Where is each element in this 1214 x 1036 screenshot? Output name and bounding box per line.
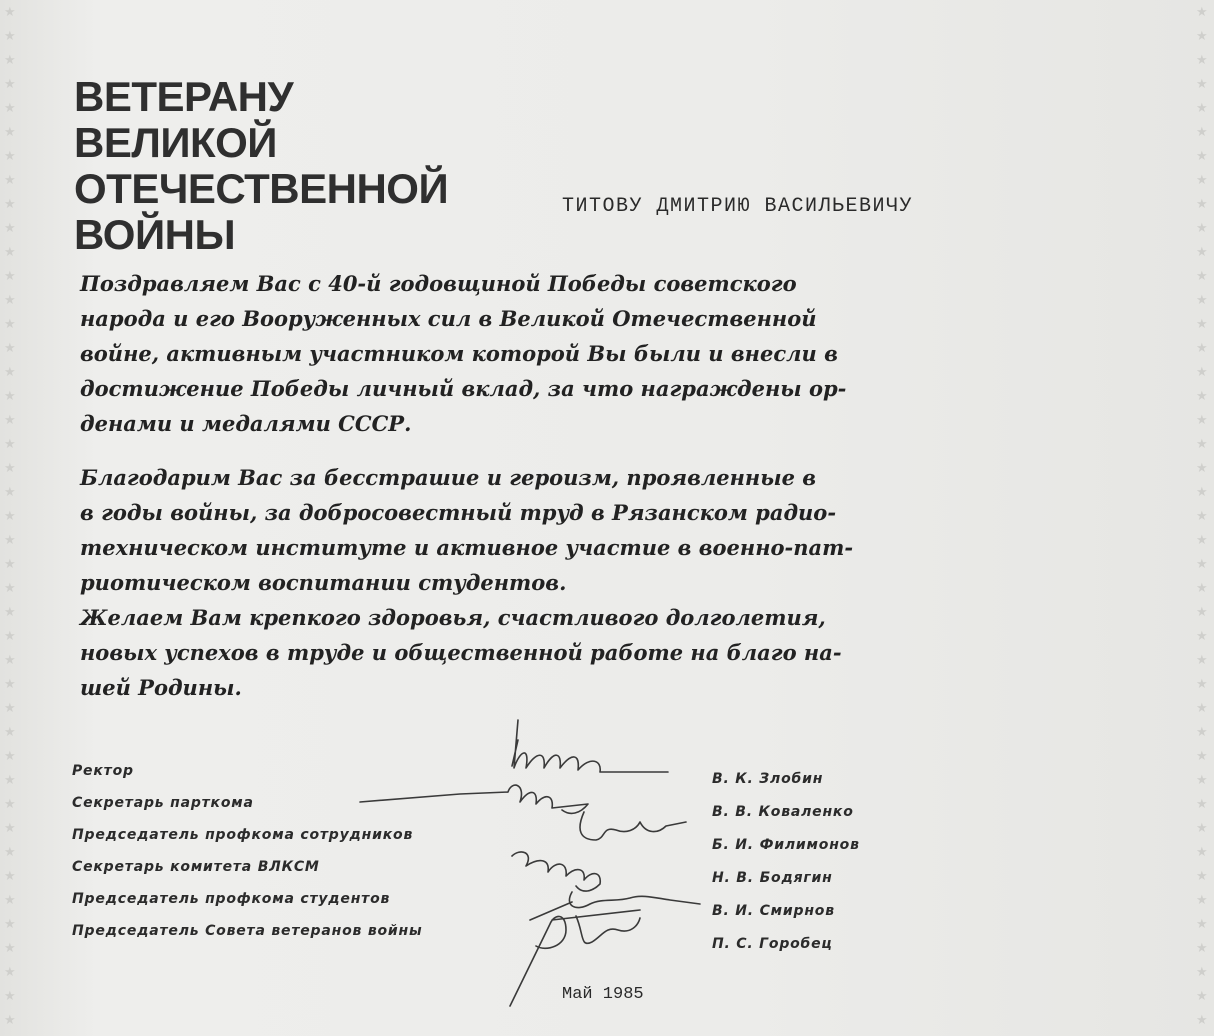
border-star-icon: ★ [4, 5, 16, 20]
border-star-icon: ★ [1196, 629, 1208, 644]
signatory-title: Секретарь комитета ВЛКСМ [72, 859, 320, 875]
recipient-name: ТИТОВУ ДМИТРИЮ ВАСИЛЬЕВИЧУ [562, 195, 914, 218]
signature-party-secretary [360, 785, 588, 813]
border-star-icon: ★ [1196, 821, 1208, 836]
text-line: Поздравляем Вас с 40-й годовщиной Победы советского [80, 271, 797, 296]
border-star-icon: ★ [4, 869, 16, 884]
heading-line: ВЕЛИКОЙ [74, 119, 277, 166]
border-star-icon: ★ [1196, 341, 1208, 356]
text-line: Благодарим Вас за бесстрашие и героизм, проявленные в [80, 465, 817, 490]
border-star-icon: ★ [4, 1013, 16, 1028]
text-line: риотическом воспитании студентов. [80, 570, 567, 595]
text-line: народа и его Вооруженных сил в Великой Отечественной [80, 306, 817, 331]
border-star-icon: ★ [4, 77, 16, 92]
signatory-name: Б. И. Филимонов [712, 837, 860, 853]
border-star-icon: ★ [4, 605, 16, 620]
border-star-icon: ★ [1196, 989, 1208, 1004]
signatory-name: П. С. Горобец [712, 936, 833, 952]
border-star-icon: ★ [1196, 485, 1208, 500]
border-star-icon: ★ [4, 149, 16, 164]
signatory-name: В. К. Злобин [712, 771, 824, 787]
border-star-icon: ★ [4, 581, 16, 596]
border-star-icon: ★ [1196, 149, 1208, 164]
border-star-icon: ★ [1196, 5, 1208, 20]
border-star-icon: ★ [1196, 245, 1208, 260]
border-star-icon: ★ [1196, 413, 1208, 428]
border-star-icon: ★ [1196, 293, 1208, 308]
signature-komsomol [512, 852, 600, 891]
handwritten-signatures [340, 680, 720, 1010]
signature-rector [512, 720, 668, 772]
signatory-title: Председатель профкома сотрудников [72, 827, 414, 843]
border-star-icon: ★ [4, 629, 16, 644]
text-line: техническом институте и активное участие в военно-пат- [80, 535, 854, 560]
border-star-icon: ★ [4, 101, 16, 116]
border-star-icon: ★ [4, 437, 16, 452]
signatory-names [712, 763, 860, 961]
border-star-icon: ★ [4, 509, 16, 524]
border-star-icon: ★ [4, 701, 16, 716]
border-star-icon: ★ [4, 389, 16, 404]
signatory-title: Секретарь парткома [72, 795, 254, 811]
text-line: войне, активным участником которой Вы были и внесли в [80, 341, 838, 366]
border-star-icon: ★ [4, 677, 16, 692]
certificate-heading [74, 74, 448, 258]
border-star-icon: ★ [1196, 29, 1208, 44]
border-star-icon: ★ [1196, 941, 1208, 956]
border-star-icon: ★ [1196, 461, 1208, 476]
border-star-icon: ★ [1196, 77, 1208, 92]
border-star-icon: ★ [1196, 869, 1208, 884]
border-star-icon: ★ [1196, 317, 1208, 332]
border-star-icon: ★ [4, 461, 16, 476]
border-star-icon: ★ [1196, 1013, 1208, 1028]
text-line: достижение Победы личный вклад, за что награждены ор- [80, 376, 847, 401]
border-star-icon: ★ [4, 965, 16, 980]
border-star-icon: ★ [4, 413, 16, 428]
border-star-icon: ★ [4, 53, 16, 68]
border-star-icon: ★ [4, 821, 16, 836]
border-star-icon: ★ [4, 221, 16, 236]
border-star-icon: ★ [1196, 509, 1208, 524]
border-star-icon: ★ [1196, 797, 1208, 812]
heading-line: ВОЙНЫ [74, 211, 236, 258]
border-star-icon: ★ [1196, 125, 1208, 140]
border-star-icon: ★ [4, 173, 16, 188]
border-star-icon: ★ [1196, 917, 1208, 932]
border-star-icon: ★ [4, 341, 16, 356]
border-star-icon: ★ [4, 557, 16, 572]
border-star-icon: ★ [1196, 701, 1208, 716]
text-line: новых успехов в труде и общественной работе на благо на- [80, 640, 842, 665]
congratulation-paragraph [80, 266, 846, 441]
border-star-icon: ★ [1196, 845, 1208, 860]
text-line: в годы войны, за добросовестный труд в Рязанском радио- [80, 500, 837, 525]
border-star-icon: ★ [1196, 557, 1208, 572]
border-star-icon: ★ [1196, 893, 1208, 908]
border-star-icon: ★ [1196, 101, 1208, 116]
border-star-icon: ★ [1196, 173, 1208, 188]
border-star-icon: ★ [1196, 677, 1208, 692]
border-star-icon: ★ [4, 365, 16, 380]
border-star-icon: ★ [4, 269, 16, 284]
signatory-name: Н. В. Бодягин [712, 870, 833, 886]
border-star-icon: ★ [4, 749, 16, 764]
border-star-icon: ★ [4, 245, 16, 260]
border-star-icon: ★ [4, 197, 16, 212]
star-border-left [0, 0, 22, 1036]
signatory-name: В. В. Коваленко [712, 804, 854, 820]
border-star-icon: ★ [4, 725, 16, 740]
issue-date: Май 1985 [562, 985, 644, 1004]
border-star-icon: ★ [1196, 653, 1208, 668]
border-star-icon: ★ [1196, 581, 1208, 596]
border-star-icon: ★ [1196, 53, 1208, 68]
border-star-icon: ★ [1196, 437, 1208, 452]
star-border-right [1192, 0, 1214, 1036]
border-star-icon: ★ [4, 941, 16, 956]
border-star-icon: ★ [1196, 725, 1208, 740]
border-star-icon: ★ [4, 989, 16, 1004]
signatory-title: Председатель Совета ветеранов войны [72, 923, 423, 939]
border-star-icon: ★ [4, 845, 16, 860]
border-star-icon: ★ [4, 485, 16, 500]
border-star-icon: ★ [4, 773, 16, 788]
border-star-icon: ★ [4, 125, 16, 140]
gratitude-paragraph [80, 460, 853, 600]
border-star-icon: ★ [4, 293, 16, 308]
signatory-title: Ректор [72, 763, 134, 779]
border-star-icon: ★ [1196, 773, 1208, 788]
text-line: Желаем Вам крепкого здоровья, счастливого долголетия, [80, 605, 826, 630]
border-star-icon: ★ [1196, 965, 1208, 980]
heading-line: ВЕТЕРАНУ [74, 73, 294, 120]
border-star-icon: ★ [1196, 269, 1208, 284]
border-star-icon: ★ [4, 533, 16, 548]
border-star-icon: ★ [4, 29, 16, 44]
border-star-icon: ★ [1196, 197, 1208, 212]
border-star-icon: ★ [1196, 221, 1208, 236]
border-star-icon: ★ [1196, 749, 1208, 764]
signatory-name: В. И. Смирнов [712, 903, 835, 919]
border-star-icon: ★ [1196, 365, 1208, 380]
border-star-icon: ★ [4, 917, 16, 932]
heading-line: ОТЕЧЕСТВЕННОЙ [74, 165, 449, 212]
border-star-icon: ★ [4, 893, 16, 908]
signature-student-union [530, 892, 700, 920]
border-star-icon: ★ [1196, 533, 1208, 548]
border-star-icon: ★ [1196, 605, 1208, 620]
border-star-icon: ★ [4, 317, 16, 332]
border-star-icon: ★ [4, 797, 16, 812]
text-line: денами и медалями СССР. [80, 411, 412, 436]
border-star-icon: ★ [4, 653, 16, 668]
text-line: шей Родины. [80, 675, 242, 700]
signatory-title: Председатель профкома студентов [72, 891, 391, 907]
border-star-icon: ★ [1196, 389, 1208, 404]
signature-staff-union [580, 812, 686, 840]
